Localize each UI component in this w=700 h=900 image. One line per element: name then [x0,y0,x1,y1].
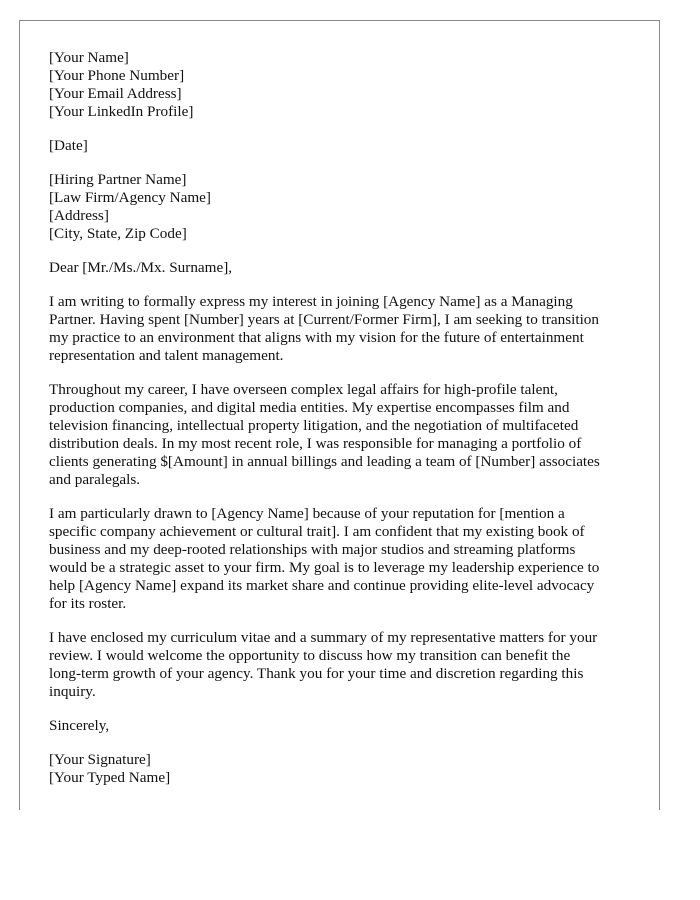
paragraph-line: would be a strategic asset to your firm. My goal is to leverage my leadership experience to [49,559,600,576]
closing: Sincerely, [49,717,110,734]
sender-name: [Your Name] [49,49,129,66]
salutation: Dear [Mr./Ms./Mx. Surname], [49,259,233,276]
paragraph-line: for its roster. [49,595,127,612]
recipient-city: [City, State, Zip Code] [49,225,187,242]
sender-block [49,49,639,121]
paragraph-line: my practice to an environment that aligns with my vision for the future of entertainment [49,329,584,346]
paragraph-line: inquiry. [49,683,96,700]
salutation-block [49,259,639,277]
paragraph-line: review. I would welcome the opportunity to discuss how my transition can benefit the [49,647,571,664]
paragraph-line: Partner. Having spent [Number] years at [Current/Former Firm], I am seeking to transition [49,311,599,328]
paragraph-line: I am writing to formally express my interest in joining [Agency Name] as a Managing [49,293,573,310]
recipient-block [49,171,639,243]
date-block [49,137,639,155]
paragraph-line: television financing, intellectual property litigation, and the negotiation of multifaceted [49,417,579,434]
paragraph-intro [49,293,639,365]
paragraph-experience [49,381,639,489]
paragraph-line: production companies, and digital media entities. My expertise encompasses film and [49,399,570,416]
recipient-firm: [Law Firm/Agency Name] [49,189,211,206]
paragraph-line: clients generating $[Amount] in annual billings and leading a team of [Number] associates [49,453,600,470]
letter-page [19,20,660,810]
signature-block [49,751,639,787]
paragraph-line: specific company achievement or cultural trait]. I am confident that my existing book of [49,523,585,540]
paragraph-line: Throughout my career, I have overseen complex legal affairs for high-profile talent, [49,381,558,398]
paragraph-line: distribution deals. In my most recent role, I was responsible for managing a portfolio of [49,435,582,452]
paragraph-line: and paralegals. [49,471,141,488]
paragraph-line: representation and talent management. [49,347,284,364]
sender-email: [Your Email Address] [49,85,182,102]
recipient-address: [Address] [49,207,109,224]
paragraph-line: I am particularly drawn to [Agency Name] because of your reputation for [mention a [49,505,565,522]
letter-date: [Date] [49,137,88,154]
typed-name: [Your Typed Name] [49,769,171,786]
paragraph-motivation [49,505,639,613]
sender-linkedin: [Your LinkedIn Profile] [49,103,194,120]
closing-block [49,717,639,735]
paragraph-closing [49,629,639,701]
recipient-name: [Hiring Partner Name] [49,171,187,188]
sender-phone: [Your Phone Number] [49,67,185,84]
paragraph-line: I have enclosed my curriculum vitae and a summary of my representative matters for your [49,629,598,646]
letter-body [49,49,639,803]
paragraph-line: long-term growth of your agency. Thank you for your time and discretion regarding this [49,665,584,682]
paragraph-line: business and my deep-rooted relationships with major studios and streaming platforms [49,541,576,558]
signature-placeholder: [Your Signature] [49,751,151,768]
paragraph-line: help [Agency Name] expand its market share and continue providing elite-level advocacy [49,577,595,594]
